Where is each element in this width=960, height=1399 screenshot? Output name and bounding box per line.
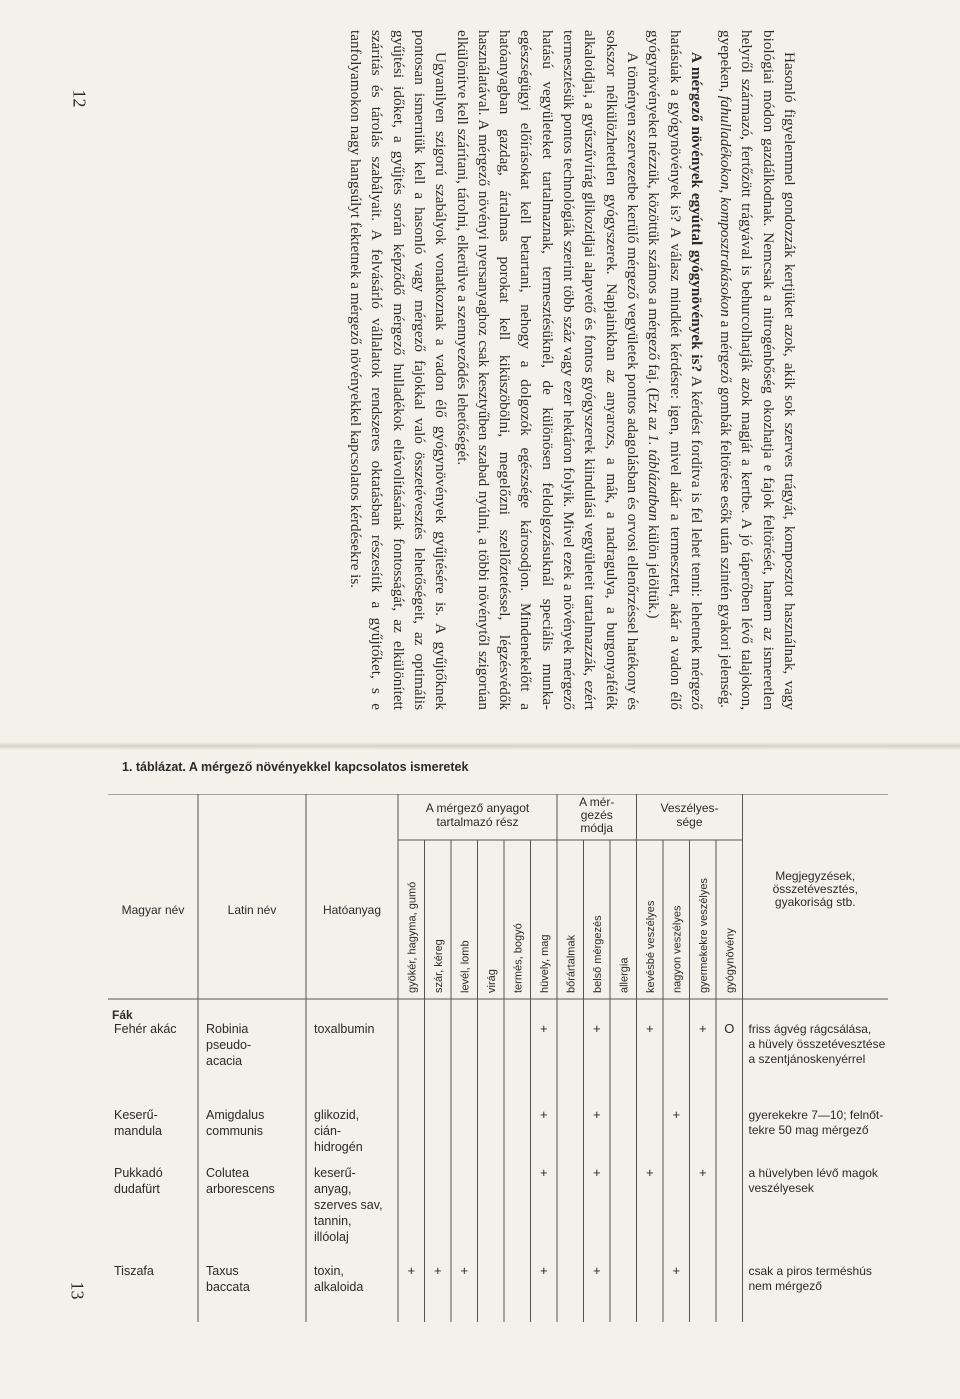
- subheader-0: gyökér, hagyma, gumó: [406, 881, 419, 993]
- row-2-mark-9: +: [645, 1165, 654, 1180]
- row-2-hatoanyag-line-3: tannin,: [314, 1214, 352, 1228]
- subheader-9: kevésbé veszélyes: [644, 900, 657, 993]
- row-2-hatoanyag-line-2: szerves sav,: [314, 1198, 383, 1212]
- row-3-latin-line-1: baccata: [206, 1280, 250, 1294]
- row-0-magyar-line-0: Fehér akác: [114, 1022, 177, 1036]
- subheader-10: nagyon veszélyes: [671, 905, 684, 993]
- row-2-megj-line-1: veszélyesek: [748, 1181, 814, 1195]
- row-1-latin-line-1: communis: [206, 1124, 263, 1138]
- header-group-veszely-line-0: Veszélyes-: [660, 801, 719, 815]
- page-number-left: 12: [69, 89, 90, 108]
- row-0-hatoanyag-line-0: toxalbumin: [314, 1022, 375, 1036]
- row-3-mark-10: +: [672, 1263, 681, 1278]
- subheader-7: belső mérgezés: [591, 915, 604, 993]
- para2-heading: A mérgező növények egyúttal gyógynövények is?: [687, 52, 705, 373]
- row-1-hatoanyag-line-2: hidrogén: [314, 1140, 363, 1154]
- body-text: [130, 30, 800, 710]
- para2-italic: 1. táblázatban: [645, 434, 663, 522]
- row-2-magyar-line-1: dudafürt: [114, 1182, 160, 1196]
- subheader-8: allergia: [618, 957, 631, 993]
- row-0-mark-12: O: [724, 1021, 735, 1036]
- header-group-resz-line-0: A mérgező anyagot: [425, 801, 530, 815]
- row-0-latin-line-2: acacia: [206, 1054, 243, 1068]
- row-3-latin-line-0: Taxus: [206, 1264, 239, 1278]
- row-2-mark-5: +: [539, 1165, 548, 1180]
- subheader-3: virág: [485, 969, 498, 993]
- row-1-magyar-line-0: Keserű-: [114, 1108, 158, 1122]
- row-1-megj-line-1: tekre 50 mag mérgező: [748, 1123, 869, 1137]
- row-2-hatoanyag-line-4: illóolaj: [314, 1230, 349, 1244]
- subheader-5: hüvely, mag: [538, 934, 551, 993]
- row-2-hatoanyag-line-1: anyag,: [314, 1182, 352, 1196]
- row-2-megj-line-0: a hüvelyben lévő magok: [748, 1166, 878, 1180]
- row-0-megj-line-0: friss ágvég rágcsálása,: [748, 1022, 872, 1036]
- row-1-mark-5: +: [539, 1107, 548, 1122]
- para2-end: külön jelöltük.): [645, 524, 663, 619]
- row-0-mark-9: +: [645, 1021, 654, 1036]
- row-3-mark-7: +: [592, 1263, 601, 1278]
- poison-table: [108, 794, 888, 1324]
- subheader-6: bőrártalmak: [565, 934, 578, 993]
- header-hatoanyag: Hatóanyag: [322, 903, 382, 917]
- header-group-resz-line-1: tartalmazó rész: [436, 815, 519, 829]
- row-2-hatoanyag-line-0: keserű-: [314, 1166, 356, 1180]
- para1-end: a mérgező gombák feltörése esők után szintén gyakori jelenség.: [717, 320, 735, 708]
- subheader-1: szár, kéreg: [432, 939, 445, 993]
- row-1-magyar-line-1: mandula: [114, 1124, 162, 1138]
- row-0-megj-line-2: a szentjánoskenyérrel: [748, 1052, 866, 1066]
- page-number-right: 13: [67, 1281, 88, 1300]
- row-3-hatoanyag-line-0: toxin,: [314, 1264, 344, 1278]
- row-0-mark-5: +: [539, 1021, 548, 1036]
- para1-text: Hasonló figyelemmel gondozzák kertjüket azok, akik sok szerves trágyát, komposztot használnak, vagy biológiai módon gazdálkodnak. Nemcsak a nitrogénbőség okozhatja e fajok feltörését, hanem az ismeretlen helyről származó, fertőzött trágyával is behurcolhatják azok magját a kertbe. A jó táperőben lévő talajokon, gyepeken,: [717, 30, 798, 710]
- header-megj-line-0: Megjegyzések,: [775, 869, 856, 883]
- subheader-12: gyógynövény: [724, 928, 737, 993]
- para1-italic: fahulladékokon, komposztrakásokon: [717, 95, 735, 317]
- para2-text: A kérdést fordítva is fel lehet tenni: lehetnek mérgező hatásúak a gyógynövények is? A válasz mindkét kérdésre: igen, mivel akár a termesztett, akár a vadon élő gyógynövényeket nézzük, közöttük számos a mérgező faj. (Ezt az: [645, 30, 705, 711]
- row-1-mark-10: +: [672, 1107, 681, 1122]
- row-1-hatoanyag-line-1: cián-: [314, 1124, 342, 1138]
- row-3-mark-1: +: [433, 1263, 442, 1278]
- header-latin: Latin név: [227, 903, 277, 917]
- table-caption: 1. táblázat. A mérgező növényekkel kapcsolatos ismeretek: [122, 760, 469, 774]
- header-group-veszely-line-1: sége: [676, 815, 703, 829]
- row-3-mark-0: +: [407, 1263, 416, 1278]
- row-0-megj-line-1: a hüvely összetévesztése: [748, 1037, 886, 1051]
- row-0-mark-7: +: [592, 1021, 601, 1036]
- row-0-latin-line-0: Robinia: [206, 1022, 249, 1036]
- section-label: Fák: [112, 1008, 133, 1022]
- paragraph-4: Ugyanilyen szigorú szabályok vonatkoznak a vadon élő gyógynövények gyűjtésére is. A gyűjtőknek pontosan ismerniük kell a hasonló vagy mérgező fajokkal való összetévesztés lehetőségeit, az optimális gyűjtési időket, a gyűjtés során képződő mérgező hulladékok eltávolításának fontosságát, az elkülönített szárítás és tárolás szabályait. A felvásárló vállalatok rendszeres oktatásban részesítik a gyűjtőket, s e tanfolyamokon nagy hangsúlyt fektetnek a mérgező növényekkel kapcsolatos kérdésekre is.: [347, 30, 450, 710]
- row-2-mark-7: +: [592, 1165, 601, 1180]
- paragraph-3: A töményen szervezetbe kerülő mérgező vegyületek pontos adagolásban és orvosi ellenőrzéssel hatékony és sokszor nélkülözhetetlen gyógyszerek. Napjainkban az anyarozs, a mák, a nadragulya, a burgonyafélék alkaloidjai, a gyűszűvirág glikozidjai alapvető és fontos gyógyszerek kiindulási vegyületeit tartalmazzák, ezért termesztésük pontos technológiák szerint több száz vagy ezer hektáron folyik. Mivel ezek a növények mérgező hatású vegyületeket tartalmaznak, termesztésüknél, de különösen feldolgozásuknál speciális munka-egészségügyi előírásokat kell betartani, nehogy a dolgozók egészsége károsodjon. Mindenekelőtt a hatóanyagban gazdag, ártalmas porokat kell kiküszöbölni, megelőzni szellőztetéssel, légzésvédők használatával. A mérgező növényi nyersanyaghoz csak kesztyűben szabad nyúlni, a többi növénytől szigorúan elkülönítve kell szárítani, tárolni, elkerülve a szennyeződés lehetőségét.: [453, 30, 641, 710]
- row-0-mark-11: +: [698, 1021, 707, 1036]
- row-2-latin-line-0: Colutea: [206, 1166, 250, 1180]
- header-group-modja-line-2: módja: [580, 821, 614, 835]
- subheader-2: levél, lomb: [459, 940, 472, 993]
- row-3-mark-2: +: [460, 1263, 469, 1278]
- row-1-hatoanyag-line-0: glikozid,: [314, 1108, 360, 1122]
- subheader-4: termés, bogyó: [512, 923, 525, 993]
- header-megj-line-1: összetévesztés,: [772, 882, 858, 896]
- row-2-magyar-line-0: Pukkadó: [114, 1166, 163, 1180]
- row-3-megj-line-1: nem mérgező: [748, 1279, 822, 1293]
- row-0-latin-line-1: pseudo-: [206, 1038, 252, 1052]
- row-3-hatoanyag-line-1: alkaloida: [314, 1280, 364, 1294]
- page-fold: [0, 742, 960, 750]
- row-1-latin-line-0: Amigdalus: [206, 1108, 265, 1122]
- header-megj-line-2: gyakoriság stb.: [774, 895, 856, 909]
- row-2-latin-line-1: arborescens: [206, 1182, 275, 1196]
- header-group-modja-line-0: A mér-: [579, 795, 615, 809]
- paragraph-1: [715, 30, 800, 710]
- row-2-mark-11: +: [698, 1165, 707, 1180]
- row-1-mark-7: +: [592, 1107, 601, 1122]
- row-3-mark-5: +: [539, 1263, 548, 1278]
- subheader-11: gyermekekre veszélyes: [697, 878, 710, 993]
- header-group-modja-line-1: gezés: [580, 808, 613, 822]
- row-3-megj-line-0: csak a piros terméshús: [748, 1264, 872, 1278]
- table-caption-wrap: [122, 760, 882, 786]
- header-magyar: Magyar név: [121, 903, 185, 917]
- row-3-magyar-line-0: Tiszafa: [114, 1264, 154, 1278]
- paragraph-2: [643, 30, 707, 710]
- row-1-megj-line-0: gyerekekre 7—10; felnőt-: [748, 1108, 884, 1122]
